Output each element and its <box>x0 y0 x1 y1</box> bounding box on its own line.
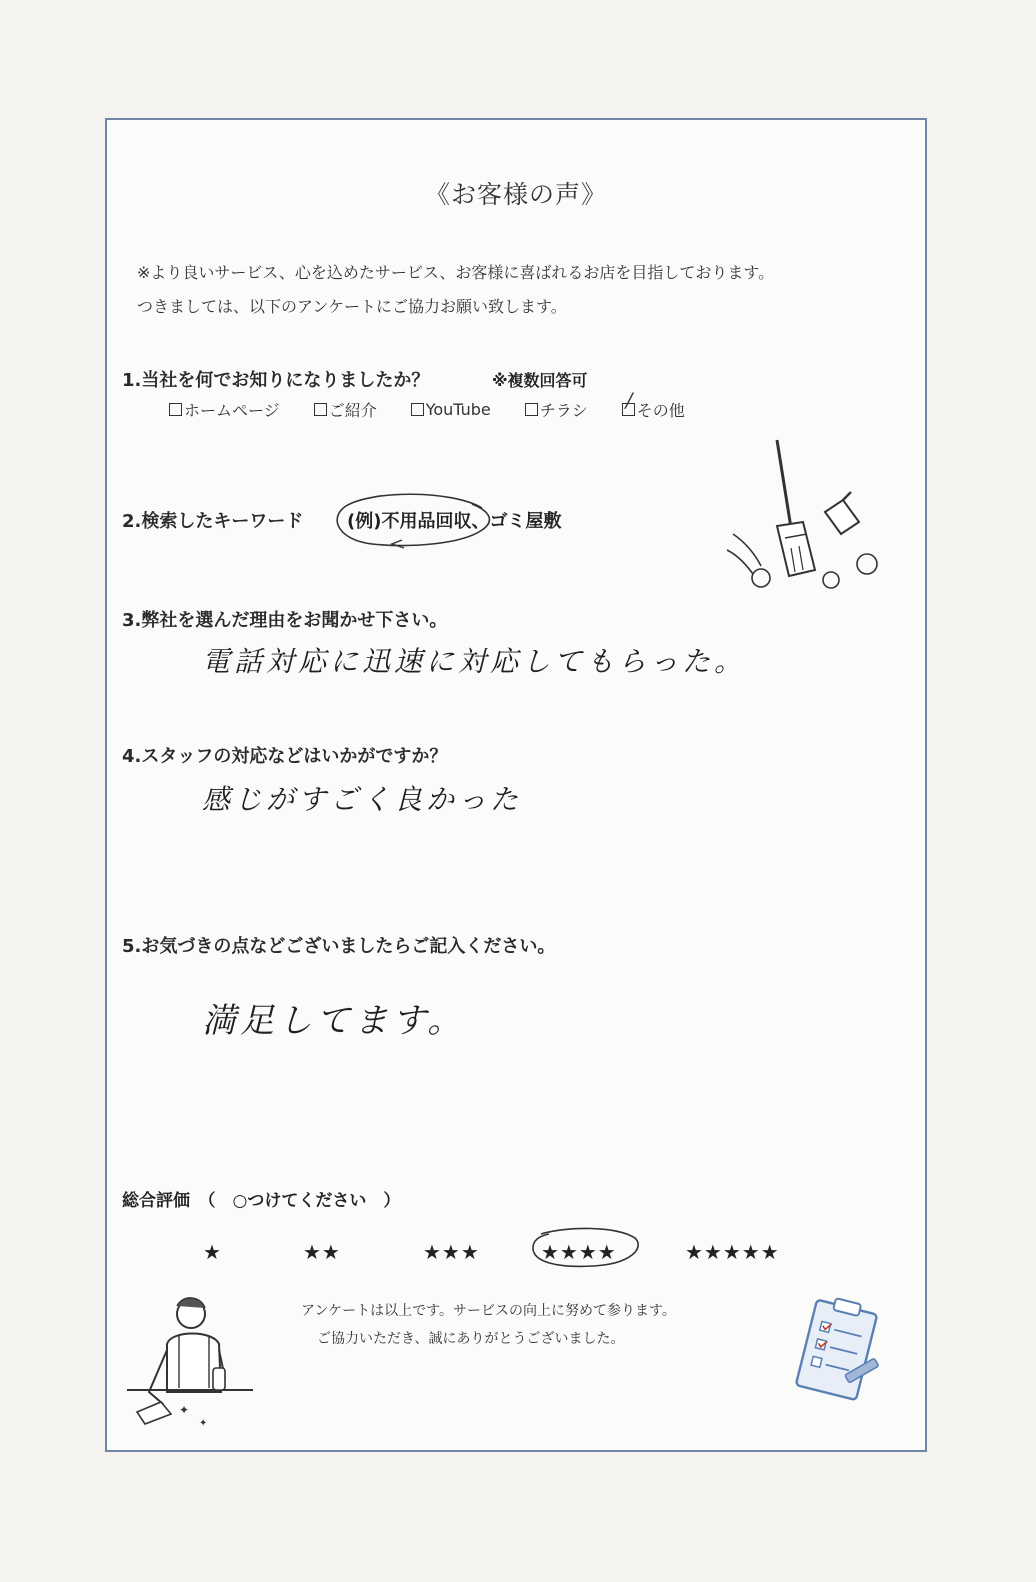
survey-sheet <box>105 118 927 1452</box>
option-flyer[interactable] <box>525 398 588 421</box>
option-label: ホームページ <box>184 401 280 420</box>
intro-line-2: つきましては、以下のアンケートにご協力お願い致します。 <box>137 297 567 316</box>
intro-line-1: ※より良いサービス、心を込めたサービス、お客様に喜ばれるお店を目指しております。 <box>137 263 775 282</box>
rating-5-stars[interactable]: ★★★★★ <box>685 1240 780 1264</box>
rating-selected-circle <box>527 1224 643 1274</box>
option-homepage[interactable] <box>169 398 280 421</box>
rating-3-stars[interactable]: ★★★ <box>423 1240 480 1264</box>
rating-2-stars[interactable]: ★★ <box>303 1240 341 1264</box>
question-5-label: 5.お気づきの点などございましたらご記入ください。 <box>122 936 556 957</box>
checkbox[interactable] <box>525 403 538 416</box>
question-5-answer: 満足してます。 <box>202 1001 466 1041</box>
option-other[interactable] <box>622 388 685 421</box>
check-mark-icon: / <box>625 388 633 412</box>
cleaning-staff-icon <box>127 1292 267 1432</box>
option-label: ご紹介 <box>328 401 377 420</box>
closing-line-2: ご協力いただき、誠にありがとうございました。 <box>317 1331 625 1347</box>
checkbox[interactable] <box>411 403 424 416</box>
question-2-example: (例)不用品回収、ゴミ屋敷 <box>347 511 562 532</box>
rating-4-stars[interactable]: ★★★★ <box>541 1240 617 1264</box>
option-youtube[interactable] <box>411 398 491 421</box>
rating-label: 総合評価 （ ○つけてください ） <box>122 1191 401 1211</box>
option-label: チラシ <box>539 401 588 420</box>
question-4-label: 4.スタッフの対応などはいかがですか？ <box>122 746 448 767</box>
rating-1-star[interactable]: ★ <box>203 1240 222 1264</box>
closing-line-1: アンケートは以上です。サービスの向上に努めて参ります。 <box>301 1303 676 1319</box>
page-title: 《お客様の声》 <box>424 180 607 209</box>
option-label: YouTube <box>425 400 491 419</box>
checkbox[interactable] <box>169 403 182 416</box>
question-4-answer: 感じがすごく良かった <box>202 783 523 816</box>
question-1-label: 1.当社を何でお知りになりましたか？ <box>122 370 430 391</box>
checkbox-checked[interactable] <box>622 388 635 416</box>
question-1-note: ※複数回答可 <box>492 371 588 390</box>
clipboard-checklist-icon <box>787 1296 887 1408</box>
question-1-options <box>169 388 685 421</box>
question-3-label: 3.弊社を選んだ理由をお聞かせ下さい。 <box>122 610 448 631</box>
question-3-answer: 電話対応に迅速に対応してもらった。 <box>202 645 747 678</box>
question-2-label: 2.検索したキーワード <box>122 511 304 532</box>
hand-drawn-circle <box>332 488 502 552</box>
checkbox[interactable] <box>314 403 327 416</box>
broom-dustpan-icon <box>725 438 895 598</box>
svg-text:✦: ✦ <box>199 1418 208 1429</box>
svg-text:✦: ✦ <box>179 1403 190 1417</box>
option-label: その他 <box>636 401 685 420</box>
option-referral[interactable] <box>314 398 377 421</box>
